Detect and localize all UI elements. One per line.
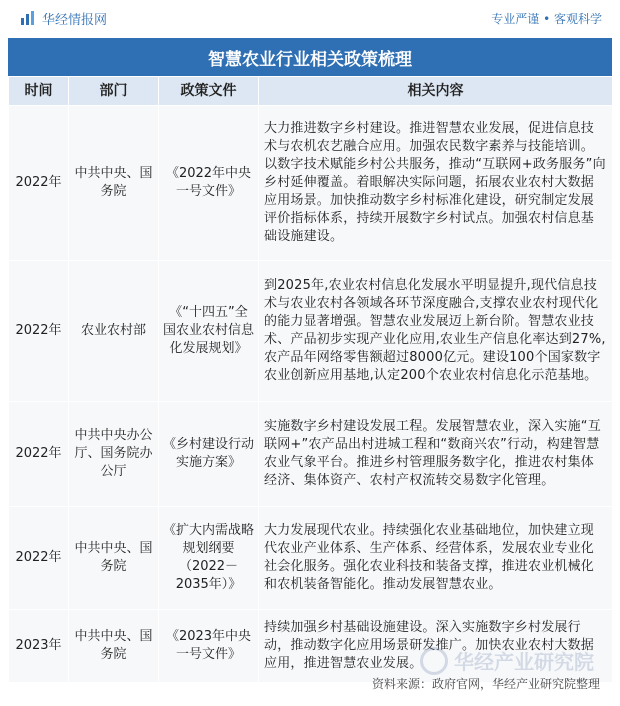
cell-doc: 《2022年中央一号文件》 [159,106,259,261]
watermark [420,646,594,675]
top-bar [0,0,620,36]
table-row [9,402,613,507]
cell-content: 持续加强乡村基础设施建设。深入实施数字乡村发展行动，推动数字化应用场景研发推广。加快农业农村大数据应用，推进智慧农业发展。 [259,610,613,683]
slogan: 专业严谨 • 客观科学 [491,11,602,26]
cell-time: 2022年 [9,261,69,402]
cell-time: 2023年 [9,610,69,683]
column-header-time: 时间 [9,77,69,106]
cell-content: 到2025年,农业农村信息化发展水平明显提升,现代信息技术与农业农村各领域各环节深度融合,支撑农业农村现代化的能力显著增强。智慧农业发展迈上新台阶。智慧农业技术、产品初步实现产业化应用,农业生产信息化率达到27%,农产品年网络零售额超过8000亿元。建设100个国家数字农业创新应用基地,认定200个农业农村信息化示范基地。 [259,261,613,402]
cell-doc: 《“十四五”全国农业农村信息化发展规划》 [159,261,259,402]
cell-time: 2022年 [9,106,69,261]
column-header-doc: 政策文件 [159,77,259,106]
brand-logo-icon [20,10,36,26]
brand [20,9,107,28]
table-title: 智慧农业行业相关政策梳理 [8,38,612,76]
table-header-row [9,77,613,106]
cell-dept: 中共中央、国务院 [69,610,159,683]
policy-table [8,76,613,683]
cell-time: 2022年 [9,507,69,610]
watermark-logo-icon [420,647,448,675]
cell-dept: 中共中央办公厅、国务院办公厅 [69,402,159,507]
table-row [9,507,613,610]
cell-doc: 《扩大内需战略规划纲要（2022－2035年）》 [159,507,259,610]
cell-content: 大力发展现代农业。持续强化农业基础地位，加快建立现代农业产业体系、生产体系、经营体系，发展农业专业化社会化服务。强化农业科技和装备支撑，推进农业机械化和农机装备智能化。推动发展智慧农业。 [259,507,613,610]
source-note: 资料来源：政府官网，华经产业研究院整理 [371,677,600,691]
brand-name: 华经情报网 [42,12,108,28]
column-header-dept: 部门 [69,77,159,106]
cell-content: 大力推进数字乡村建设。推进智慧农业发展，促进信息技术与农机农艺融合应用。加强农民数字素养与技能培训。以数字技术赋能乡村公共服务，推动“互联网+政务服务”向乡村延伸覆盖。着眼解决实际问题，拓展农业农村大数据应用场景。加快推动数字乡村标准化建设，研究制定发展评价指标体系，持续开展数字乡村试点。加强农村信息基础设施建设。 [259,106,613,261]
cell-dept: 中共中央、国务院 [69,106,159,261]
watermark-text: 华经产业研究院 [454,650,594,674]
table-row [9,106,613,261]
cell-dept: 农业农村部 [69,261,159,402]
cell-content: 实施数字乡村建设发展工程。发展智慧农业，深入实施“互联网+”农产品出村进城工程和“数商兴农”行动，构建智慧农业气象平台。推进乡村管理服务数字化，推进农村集体经济、集体资产、农村产权流转交易数字化管理。 [259,402,613,507]
cell-dept: 中共中央、国务院 [69,507,159,610]
cell-doc: 《乡村建设行动实施方案》 [159,402,259,507]
column-header-content: 相关内容 [259,77,613,106]
cell-doc: 《2023年中央一号文件》 [159,610,259,683]
cell-time: 2022年 [9,402,69,507]
table-row [9,261,613,402]
